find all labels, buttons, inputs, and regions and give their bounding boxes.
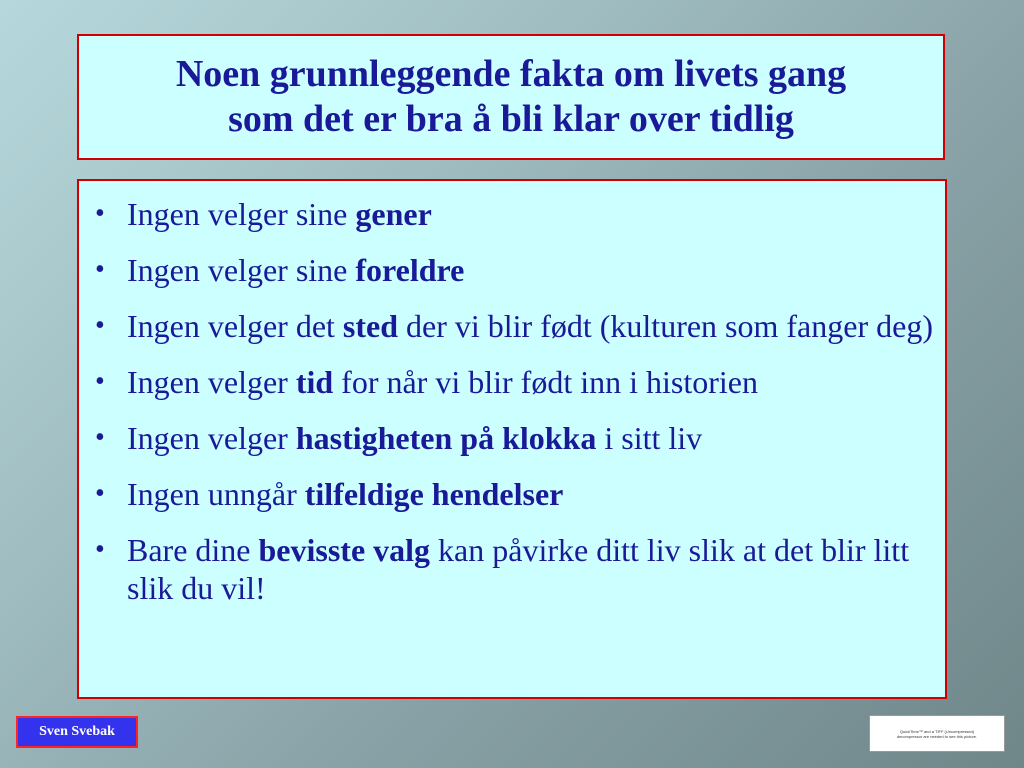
bullet-item — [89, 419, 933, 457]
bullet-text-plain: Ingen velger — [127, 420, 296, 456]
bullet-text-plain: i sitt liv — [596, 420, 703, 456]
bullet-item — [89, 195, 933, 233]
bullet-text-plain: Ingen velger — [127, 364, 296, 400]
bullet-text-plain: Bare dine — [127, 532, 259, 568]
slide-title-line-2: som det er bra å bli klar over tidlig — [228, 98, 794, 140]
author-label: Sven Svebak — [16, 716, 138, 748]
bullet-text-bold: bevisste valg — [258, 532, 431, 568]
bullet-text-bold: sted — [342, 308, 399, 344]
slide-title — [176, 52, 846, 142]
bullet-item — [89, 307, 933, 345]
bullet-icon: • — [95, 310, 105, 341]
bullet-icon: • — [95, 198, 105, 229]
bullet-icon: • — [95, 534, 105, 565]
bullet-text-plain: Ingen unngår — [127, 476, 305, 512]
bullet-text-bold: gener — [355, 196, 432, 232]
bullet-item — [89, 531, 933, 607]
bullet-item — [89, 475, 933, 513]
bullet-icon: • — [95, 478, 105, 509]
bullet-item — [89, 251, 933, 289]
bullet-text-plain: Ingen velger det — [127, 308, 343, 344]
slide-title-line-1: Noen grunnleggende fakta om livets gang — [175, 53, 847, 95]
bullet-list — [89, 195, 933, 607]
bullet-icon: • — [95, 422, 105, 453]
slide-title-box — [77, 34, 945, 160]
bullet-text-bold: foreldre — [355, 252, 465, 288]
bullet-text-plain: for når vi blir født inn i historien — [333, 364, 758, 400]
bullet-text-bold: hastigheten på klokka — [295, 420, 597, 456]
bullet-icon: • — [95, 254, 105, 285]
bullet-text-plain: kan påvirke ditt liv slik at det blir litt slik du vil! — [127, 532, 910, 606]
bullet-text-bold: tilfeldige hendelser — [304, 476, 564, 512]
bullet-item — [89, 363, 933, 401]
quicktime-placeholder-text: QuickTime™ and a TIFF (Uncompressed) decompressor are needed to see this picture. — [896, 728, 978, 739]
bullet-text-plain: Ingen velger sine — [127, 196, 356, 232]
bullet-text-plain: der vi blir født (kulturen som fanger deg) — [398, 308, 933, 344]
bullet-text-plain: Ingen velger sine — [127, 252, 356, 288]
bullet-text-bold: tid — [295, 364, 334, 400]
quicktime-placeholder-image — [869, 715, 1005, 752]
bullet-icon: • — [95, 366, 105, 397]
bullet-list-box — [77, 179, 947, 699]
